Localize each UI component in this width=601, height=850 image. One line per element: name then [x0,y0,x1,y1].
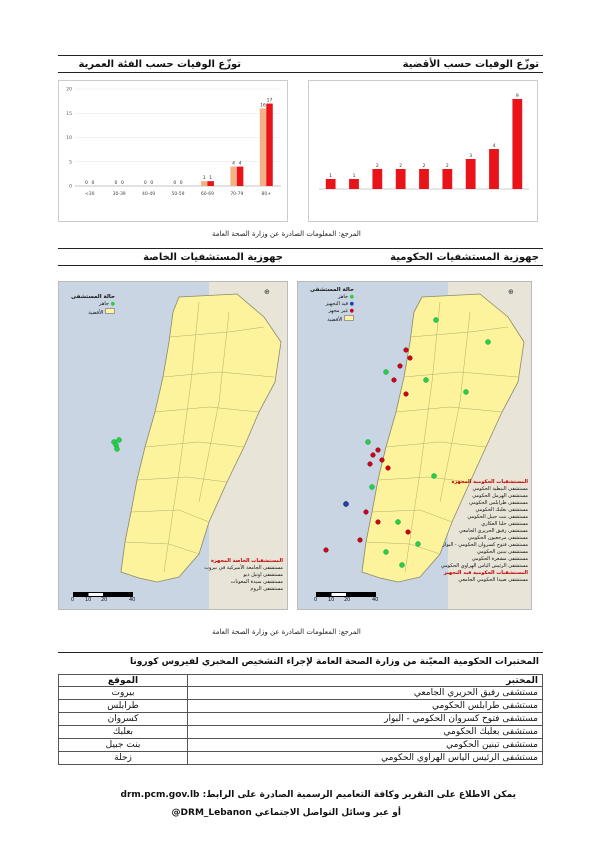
bar [512,99,522,189]
gov-ready-item: مستشفى النبطية الحكومي [472,486,528,492]
private-hospitals-map [58,281,288,610]
x-tick-label: 70-79 [230,192,244,197]
y-tick-label: 20 [66,87,72,93]
gov-ready-item: مستشفى فتوح كسروان الحكومي - البوار [442,542,528,548]
data-label: 2 [445,164,449,169]
lab-name-cell: مستشفى بعلبك الحكومي [188,726,543,739]
data-label: 0 [85,181,88,186]
data-label: 4 [232,161,236,167]
footer-line-1 [121,790,516,800]
private-ready-item: مستشفى اوتيل ديو [243,572,283,578]
table-row [59,700,543,713]
private-ready-item: مستشفى الروم [250,586,283,592]
data-label: 2 [399,164,403,169]
private-legend-ready: ● جاهز [98,301,115,307]
x-tick-label: <30 [84,192,95,197]
table-row [59,713,543,726]
data-label: 17 [266,98,273,104]
data-label: 1 [352,174,356,179]
data-label: 4 [492,144,496,149]
data-label: 0 [150,181,154,186]
gov-ready-title: المستشفيات الحكومية المجهزة [451,479,528,485]
table-row [59,687,543,700]
bar [237,167,243,186]
bar [489,149,499,189]
private-ready-item: مستشفى سيدة المعونات [230,579,283,585]
private-legend-districts: الأقضية [71,308,115,317]
data-label: 0 [179,181,183,186]
data-label: 3 [469,154,473,159]
data-label: 16 [260,103,266,109]
bar [396,169,406,189]
data-label: 0 [120,181,124,186]
private-ready-item: مستشفى الجامعة الأميركية في بيروت [204,565,283,571]
maps-header-rule [58,265,543,266]
private-scale-bar: 0 10 20 40 [73,592,133,597]
bar [349,179,359,189]
lab-column-header: المختبر [188,675,543,687]
lab-name-cell: مستشفى الرئيس الياس الهراوي الحكومي [188,752,543,765]
gov-map-legend [310,287,354,324]
footer-line2-text: أو عبر وسائل التواصل الاجتماعي [254,808,401,818]
labs-header-row [59,675,543,687]
x-tick-label: 40-49 [142,192,156,197]
bar [230,167,236,186]
gov-ready-item: مستشفى الهرمل الحكومي [472,493,528,499]
lab-name-cell: مستشفى تبنين الحكومي [188,739,543,752]
bar [207,181,213,186]
gov-legend-in-prep: ● قيد التجهيز [325,301,354,307]
x-tick-label: 60-69 [200,192,214,197]
table-row [59,739,543,752]
x-tick-label: 80+ [261,192,272,197]
lab-location-cell: بعلبك [59,726,188,739]
data-label: 2 [422,164,426,169]
gov-legend-unequipped: ● غير مجهز [328,308,354,314]
bar [419,169,429,189]
deaths-by-age-heading: توزّع الوفيات حسب الفئة العمرية [78,59,241,70]
svg-text:⊕: ⊕ [264,288,270,296]
deaths-by-district-heading: توزّع الوفيات حسب الأقضية [402,59,539,70]
labs-top-rule [58,652,543,653]
maps-top-rule [58,248,543,249]
gov-ready-item: مستشفى بعلبك الحكومي [475,507,528,513]
gov-prep-item: مستشفى صيدا الحكومي الجامعي [458,577,528,583]
bar [466,159,476,189]
data-label: 0 [143,181,147,186]
gov-hospitals-heading: جهوزية المستشفيات الحكومية [390,252,539,263]
gov-prep-title: المستشفيات الحكومية قيد التجهيز [443,570,528,576]
gov-ready-item: مستشفى تبنين الحكومي [476,549,528,555]
data-label: 1 [202,176,206,182]
bar [201,181,207,186]
data-label: 1 [209,176,213,182]
bar [260,108,266,186]
lab-name-cell: مستشفى رفيق الحريري الجامعي [188,687,543,700]
gov-hospitals-map [297,281,532,610]
gov-ready-item: مستشفى مرجعيون الحكومي [467,535,528,541]
footer-link[interactable]: drm.pcm.gov.lb [120,790,200,800]
age-deaths-chart [58,80,288,222]
labs-heading: المختبرات الحكومية المعيّنة من وزارة الصحة العامة لإجراء التشخيص المخبري لفيروس كورونا [130,657,539,667]
age-deaths-svg [59,81,287,221]
gov-ready-list [426,479,528,584]
y-tick-label: 0 [69,184,72,190]
footer-social-handle[interactable]: @DRM_Lebanon [171,808,252,818]
data-label: 2 [375,164,379,169]
maps-source: المرجع: المعلومات الصادرة عن وزارة الصحة العامة [212,628,361,636]
labs-table [58,674,543,765]
data-label: 0 [173,181,177,186]
gov-scale-bar: 0 10 20 40 [316,592,376,597]
gov-ready-item: مستشفى بنت جبيل الحكومي [467,514,528,520]
footer-line-2 [172,808,401,818]
data-label: 0 [91,181,95,186]
lab-location-cell: زحلة [59,752,188,765]
charts-header-rule [58,72,543,73]
private-ready-title: المستشفيات الخاصة المجهزة [210,558,283,564]
table-row [59,726,543,739]
lab-location-cell: بيروت [59,687,188,700]
lab-location-cell: طرابلس [59,700,188,713]
district-deaths-chart [308,80,538,222]
lab-location-cell: بنت جبيل [59,739,188,752]
data-label: 4 [238,161,242,167]
data-label: 1 [329,174,333,179]
y-tick-label: 15 [66,111,72,117]
bar [326,179,336,189]
private-hospitals-heading: جهوزية المستشفيات الخاصة [143,252,283,263]
svg-text:⊕: ⊕ [508,288,514,296]
gov-ready-item: مستشفى طرابلس الحكومي [469,500,528,506]
location-column-header: الموقع [59,675,188,687]
gov-legend-ready: ● جاهز [337,294,354,300]
gov-legend-title: حالة المستشفى [310,287,354,293]
top-rule [58,55,543,56]
charts-source: المرجع: المعلومات الصادرة عن وزارة الصحة العامة [212,230,361,238]
bar [266,104,272,186]
x-tick-label: 30-39 [112,192,126,197]
private-legend-title: حالة المستشفى [71,294,115,300]
footer-line1-text: يمكن الاطلاع على التقرير وكافة التعاميم الرسمية الصادرة على الرابط: [202,790,516,800]
private-ready-markers [112,438,122,452]
gov-legend-districts: الأقضية [310,315,354,324]
private-ready-list [179,558,283,593]
bar [442,169,452,189]
gov-ready-item: مستشفى رفيق الحريري الجامعي [459,528,528,534]
gov-in-prep-marker [344,502,349,507]
district-deaths-svg [309,81,537,221]
table-row [59,752,543,765]
y-tick-label: 5 [69,160,72,166]
lab-name-cell: مستشفى طرابلس الحكومي [188,700,543,713]
y-tick-label: 10 [66,136,72,141]
gov-ready-item: مستشفى الرئيس الياس الهراوي الحكومي [440,563,528,569]
bar [372,169,382,189]
gov-ready-item: مستشفى حلبا العكاري [481,521,528,527]
data-label: 0 [114,181,118,186]
gov-ready-item: مستشفى مشغرة الحكومي [471,556,528,562]
private-map-legend [71,294,115,317]
data-label: 9 [515,94,519,99]
lab-name-cell: مستشفى فتوح كسروان الحكومي - البوار [188,713,543,726]
x-tick-label: 50-59 [171,192,185,197]
lab-location-cell: كسروان [59,713,188,726]
